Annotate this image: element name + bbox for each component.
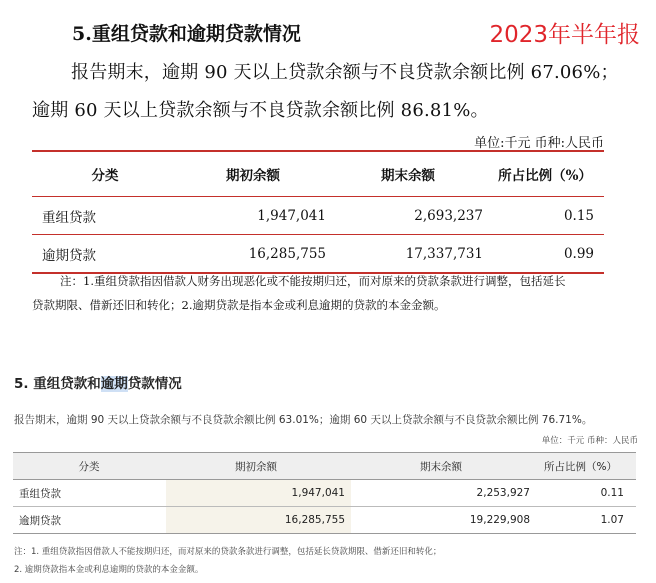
top-loan-table — [32, 150, 604, 274]
bottom-paragraph: 报告期末，逾期 90 天以上贷款余额与不良贷款余额比例 63.01%；逾期 60 天以上贷款余额与不良贷款余额比例 76.71%。 — [14, 414, 593, 426]
cell-category: 重组贷款 — [32, 197, 179, 235]
cell-category: 逾期贷款 — [32, 235, 179, 274]
bottom-footnote-line2: 2. 逾期贷款指本金或利息逾期的贷款的本金金额。 — [14, 565, 204, 575]
title-prefix: 5. 重组贷款和 — [14, 376, 101, 392]
header-category: 分类 — [13, 453, 166, 480]
cell-closing: 17,337,731 — [332, 235, 495, 274]
bottom-unit-label: 单位：千元 币种：人民币 — [541, 436, 638, 446]
header-ratio: 所占比例（%） — [536, 453, 636, 480]
cell-category: 逾期贷款 — [13, 507, 166, 534]
top-paragraph-line1: 报告期末，逾期 90 天以上贷款余额与不良贷款余额比例 67.06%； — [71, 62, 619, 83]
highlighted-term[interactable]: 逾期 — [100, 376, 128, 392]
table-header-row — [13, 453, 636, 480]
table-row — [13, 480, 636, 507]
cell-ratio: 0.99 — [495, 235, 604, 274]
cell-closing: 2,253,927 — [351, 480, 536, 507]
header-opening-balance: 期初余额 — [179, 151, 332, 197]
cell-ratio: 0.15 — [495, 197, 604, 235]
cell-opening: 1,947,041 — [179, 197, 332, 235]
table-row — [13, 507, 636, 534]
table-header-row — [32, 151, 604, 197]
header-ratio: 所占比例（%） — [495, 151, 604, 197]
cell-closing: 2,693,237 — [332, 197, 495, 235]
cell-ratio: 1.07 — [536, 507, 636, 534]
cell-opening: 16,285,755 — [166, 507, 351, 534]
bottom-loan-table — [13, 452, 636, 534]
table-row — [32, 197, 604, 235]
header-category: 分类 — [32, 151, 179, 197]
top-footnote-line1: 注：1.重组贷款指因借款人财务出现恶化或不能按期归还，而对原来的贷款条款进行调整，包括延长 — [60, 274, 566, 288]
report-period-badge: 2023年半年报 — [489, 22, 640, 48]
bottom-section-title — [14, 372, 182, 392]
title-suffix: 贷款情况 — [127, 376, 182, 392]
cell-opening: 16,285,755 — [179, 235, 332, 274]
table-row — [32, 235, 604, 274]
top-paragraph-line2: 逾期 60 天以上贷款余额与不良贷款余额比例 86.81%。 — [32, 100, 489, 121]
top-section-title: 5.重组贷款和逾期贷款情况 — [72, 23, 301, 45]
cell-opening: 1,947,041 — [166, 480, 351, 507]
cell-category: 重组贷款 — [13, 480, 166, 507]
header-opening-balance: 期初余额 — [166, 453, 351, 480]
cell-closing: 19,229,908 — [351, 507, 536, 534]
header-closing-balance: 期末余额 — [351, 453, 536, 480]
header-closing-balance: 期末余额 — [332, 151, 495, 197]
top-footnote-line2: 贷款期限、借新还旧和转化；2.逾期贷款是指本金或利息逾期的贷款的本金金额。 — [32, 298, 446, 312]
top-unit-label: 单位:千元 币种:人民币 — [474, 136, 604, 151]
bottom-footnote-line1: 注：1. 重组贷款指因借款人不能按期归还，而对原来的贷款条款进行调整，包括延长贷款期限、借新还旧和转化； — [14, 547, 442, 557]
cell-ratio: 0.11 — [536, 480, 636, 507]
